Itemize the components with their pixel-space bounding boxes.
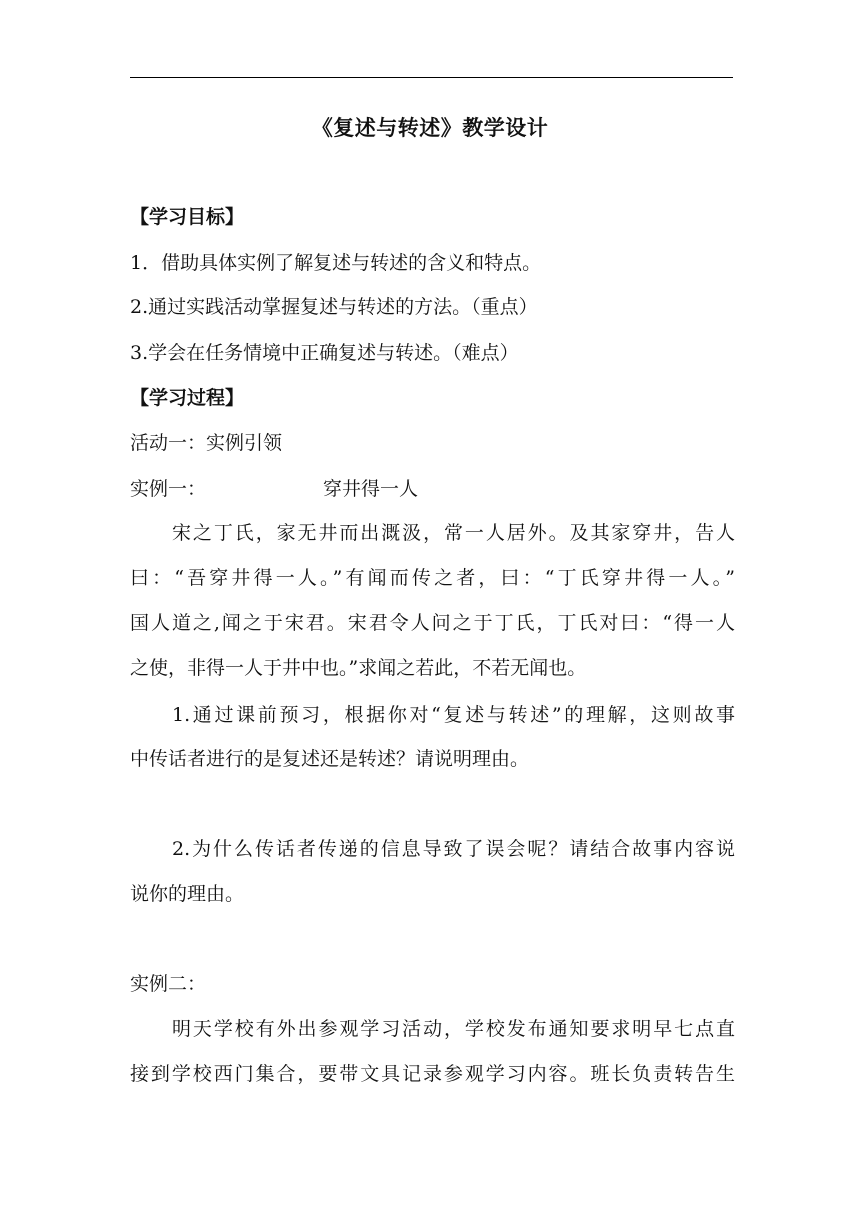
example-two-line: 接到学校西门集合，要带文具记录参观学习内容。班长负责转告生 — [130, 1063, 735, 1085]
document-title: 《复述与转述》教学设计 — [311, 116, 549, 140]
process-heading: 【学习过程】 — [130, 387, 245, 409]
example-two-line: 明天学校有外出参观学习活动，学校发布通知要求明早七点直 — [172, 1018, 735, 1040]
objective-item-3: 3.学会在任务情境中正确复述与转述。（难点） — [130, 342, 519, 364]
example-two-label: 实例二： — [130, 973, 207, 995]
activity-one-label: 活动一：实例引领 — [130, 432, 283, 454]
question-two-line: 2.为什么传话者传递的信息导致了误会呢？请结合故事内容说 — [172, 838, 735, 860]
objective-item-2: 2.通过实践活动掌握复述与转述的方法。（重点） — [130, 296, 538, 318]
objectives-heading: 【学习目标】 — [130, 206, 245, 228]
objective-item-1: 1．借助具体实例了解复述与转述的含义和特点。 — [130, 252, 542, 274]
question-one-line: 中传话者进行的是复述还是转述？请说明理由。 — [130, 748, 530, 770]
story-line: 宋之丁氏，家无井而出溉汲，常一人居外。及其家穿井，告人 — [172, 522, 735, 544]
story-line: 之使，非得一人于井中也。”求闻之若此，不若无闻也。 — [130, 657, 587, 679]
example-one-title: 穿井得一人 — [323, 478, 419, 500]
question-two-line: 说你的理由。 — [130, 883, 245, 905]
story-line: 曰：“吾穿井得一人。”有闻而传之者，曰：“丁氏穿井得一人。” — [130, 567, 735, 589]
question-one-line: 1.通过课前预习，根据你对“复述与转述”的理解，这则故事 — [172, 704, 735, 726]
header-rule — [130, 77, 733, 78]
example-one-label: 实例一： — [130, 478, 207, 500]
story-line: 国人道之,闻之于宋君。宋君令人问之于丁氏，丁氏对曰：“得一人 — [130, 612, 735, 634]
